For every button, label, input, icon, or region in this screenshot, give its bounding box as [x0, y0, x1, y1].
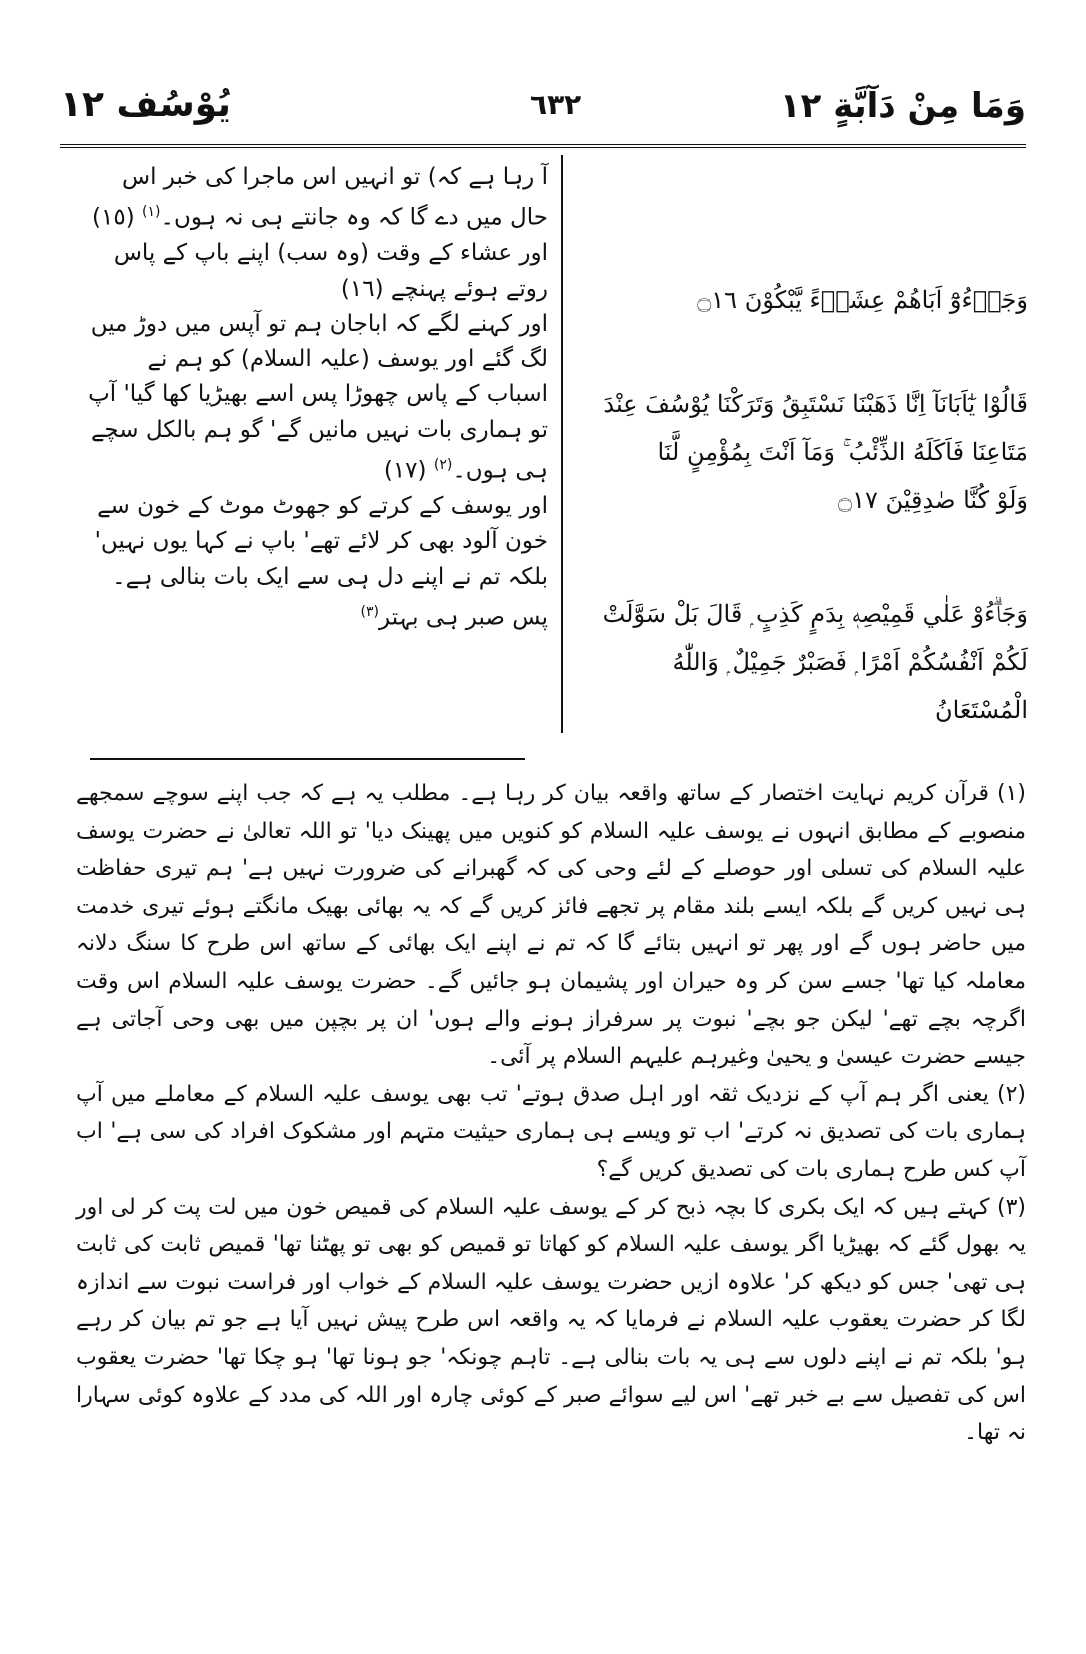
- footnote-ref: (٢): [433, 457, 453, 474]
- page-number: ٦٣٢: [530, 88, 582, 121]
- translation-verse-15: [86, 160, 548, 236]
- header-para-title: وَمَا مِنْ دَآبَّةٍ ١٢: [779, 86, 1026, 126]
- footnote-divider: [90, 758, 525, 760]
- page-header: [60, 80, 1026, 140]
- header-surah-title: يُوْسُف ١٢: [60, 84, 231, 125]
- arabic-verse-16: [598, 276, 1028, 324]
- verse-number: (١٧): [383, 457, 427, 484]
- arabic-verse-17: [598, 380, 1028, 524]
- verse-number: (١٦): [340, 275, 384, 302]
- footnote-3: (٣) کہتے ہیں کہ ایک بکری کا بچہ ذبح کر کے یوسف علیہ السلام کی قمیص خون میں لت پت کر لی اور یہ بھول گئے کہ بھیڑیا اگر یوسف علیہ السلام کو کھاتا تو قمیص کو بھی تو پھٹنا تھا' قمیص ثابت کی ثابت ہی تھی' جس کو دیکھ کر' علاوہ ازیں حضرت یوسف علیہ السلام کے خواب اور فراست نبوت سے اندازہ لگا کر حضرت یعقوب علیہ السلام نے فرمایا کہ یہ واقعہ اس طرح پیش نہیں آیا ہے جو تم بیان کر رہے ہو' بلکہ تم نے اپنے دلوں سے ہی یہ بات بنالی ہے۔ تاہم چونکہ' جو ہونا تھا' ہو چکا تھا' حضرت یعقوب اس کی تفصیل سے بے خبر تھے' اس لیے سوائے صبر کے کوئی چارہ اور اللہ کی مدد کے علاوہ کوئی سہارا نہ تھا۔: [76, 1194, 1026, 1446]
- verse-number: (١٥): [92, 204, 135, 231]
- arabic-line: قَالُوْا يٰٓاَبَانَآ اِنَّا ذَهَبْنَا نَسْتَبِقُ وَتَرَكْنَا يُوْسُفَ عِنْدَ: [603, 390, 1028, 418]
- translation-text: اور عشاء کے وقت (وہ سب) اپنے باپ کے پاس روتے ہوئے پہنچے: [113, 240, 548, 302]
- urdu-translation-column: [86, 160, 548, 636]
- arabic-verse-18: [598, 590, 1028, 734]
- footnotes-section: [76, 775, 1026, 1452]
- translation-verse-16: [86, 236, 548, 307]
- translation-text: اور کہنے لگے کہ اباجان ہم تو آپس میں دوڑ میں لگ گئے اور یوسف (علیہ السلام) کو ہم نے اسباب کے پاس چھوڑا پس اسے بھیڑیا کھا گیا' آپ تو ہماری بات نہیں مانیں گے' گو ہم بالکل سچے ہی ہوں۔: [88, 310, 548, 484]
- footnote-ref: (١): [142, 204, 161, 221]
- arabic-line: لَكُمْ اَنْفُسُكُمْ اَمْرًا ۭ فَصَبْرٌ جَمِيْلٌ ۭ وَاللّٰهُ الْمُسْتَعَانُ: [672, 648, 1028, 724]
- translation-text: اور یوسف کے کرتے کو جھوٹ موٹ کے خون سے خون آلود بھی کر لائے تھے' باپ نے کہا یوں نہیں' بلکہ تم نے اپنے دل ہی سے ایک بات بنالی ہے۔پس صبر ہی بہتر: [94, 492, 548, 631]
- translation-verse-18: [86, 489, 548, 636]
- arabic-line: مَتَاعِنَا فَاَكَلَهُ الذِّئْبُ ۚ وَمَآ اَنْتَ بِمُؤْمِنٍ لَّنَا: [657, 438, 1028, 466]
- arabic-line: وَجَاۗءُوْ عَلٰي قَمِيْصِهٖ بِدَمٍ كَذِبٍ ۭ قَالَ بَلْ سَوَّلَتْ: [602, 600, 1028, 628]
- arabic-line: وَلَوْ كُنَّا صٰدِقِيْنَ ۝١٧: [838, 486, 1028, 514]
- footnote-2: (٢) یعنی اگر ہم آپ کے نزدیک ثقہ اور اہل صدق ہوتے' تب بھی یوسف علیہ السلام کے معاملے میں آپ ہماری بات کی تصدیق نہ کرتے' اب تو ویسے ہی ہماری حیثیت متہم اور مشکوک افراد کی سی ہے' اب آپ کس طرح ہماری بات کی تصدیق کریں گے؟: [76, 1081, 1026, 1182]
- column-divider: [561, 155, 563, 733]
- header-divider: [60, 144, 1026, 148]
- translation-verse-17: [86, 307, 548, 489]
- footnote-ref: (٣): [360, 603, 380, 620]
- footnote-1: (١) قرآن کریم نہایت اختصار کے ساتھ واقعہ بیان کر رہا ہے۔ مطلب یہ ہے کہ جب اپنے سوچے سمجھے منصوبے کے مطابق انہوں نے یوسف علیہ السلام کو کنویں میں پھینک دیا' تو اللہ تعالیٰ نے حضرت یوسف علیہ السلام کی تسلی اور حوصلے کے لئے وحی کی کہ گھبرانے کی ضرورت نہیں ہے' ہم تیری حفاظت ہی نہیں کریں گے بلکہ ایسے بلند مقام پر تجھے فائز کریں گے کہ یہ بھائی بھیک مانگتے ہوئے تیری خدمت میں حاضر ہوں گے اور پھر تو انہیں بتائے گا کہ تم نے اپنے ایک بھائی کے ساتھ اس طرح کا سنگ دلانہ معاملہ کیا تھا' جسے سن کر وہ حیران اور پشیمان ہو جائیں گے۔ حضرت یوسف علیہ السلام اس وقت اگرچہ بچے تھے' لیکن جو بچے' نبوت پر سرفراز ہونے والے ہوں' ان پر بچپن میں بھی وحی آجاتی ہے جیسے حضرت عیسیٰ و یحییٰ وغیرہم علیہم السلام پر آئی۔: [76, 781, 1027, 1070]
- arabic-line: وَجَاۗءُوْٓ اَبَاهُمْ عِشَاۗءً يَّبْكُوْنَ ۝١٦: [697, 286, 1028, 314]
- translation-text: آ رہا ہے کہ) تو انہیں اس ماجرا کی خبر اس حال میں دے گا کہ وہ جانتے ہی نہ ہوں۔: [122, 164, 548, 231]
